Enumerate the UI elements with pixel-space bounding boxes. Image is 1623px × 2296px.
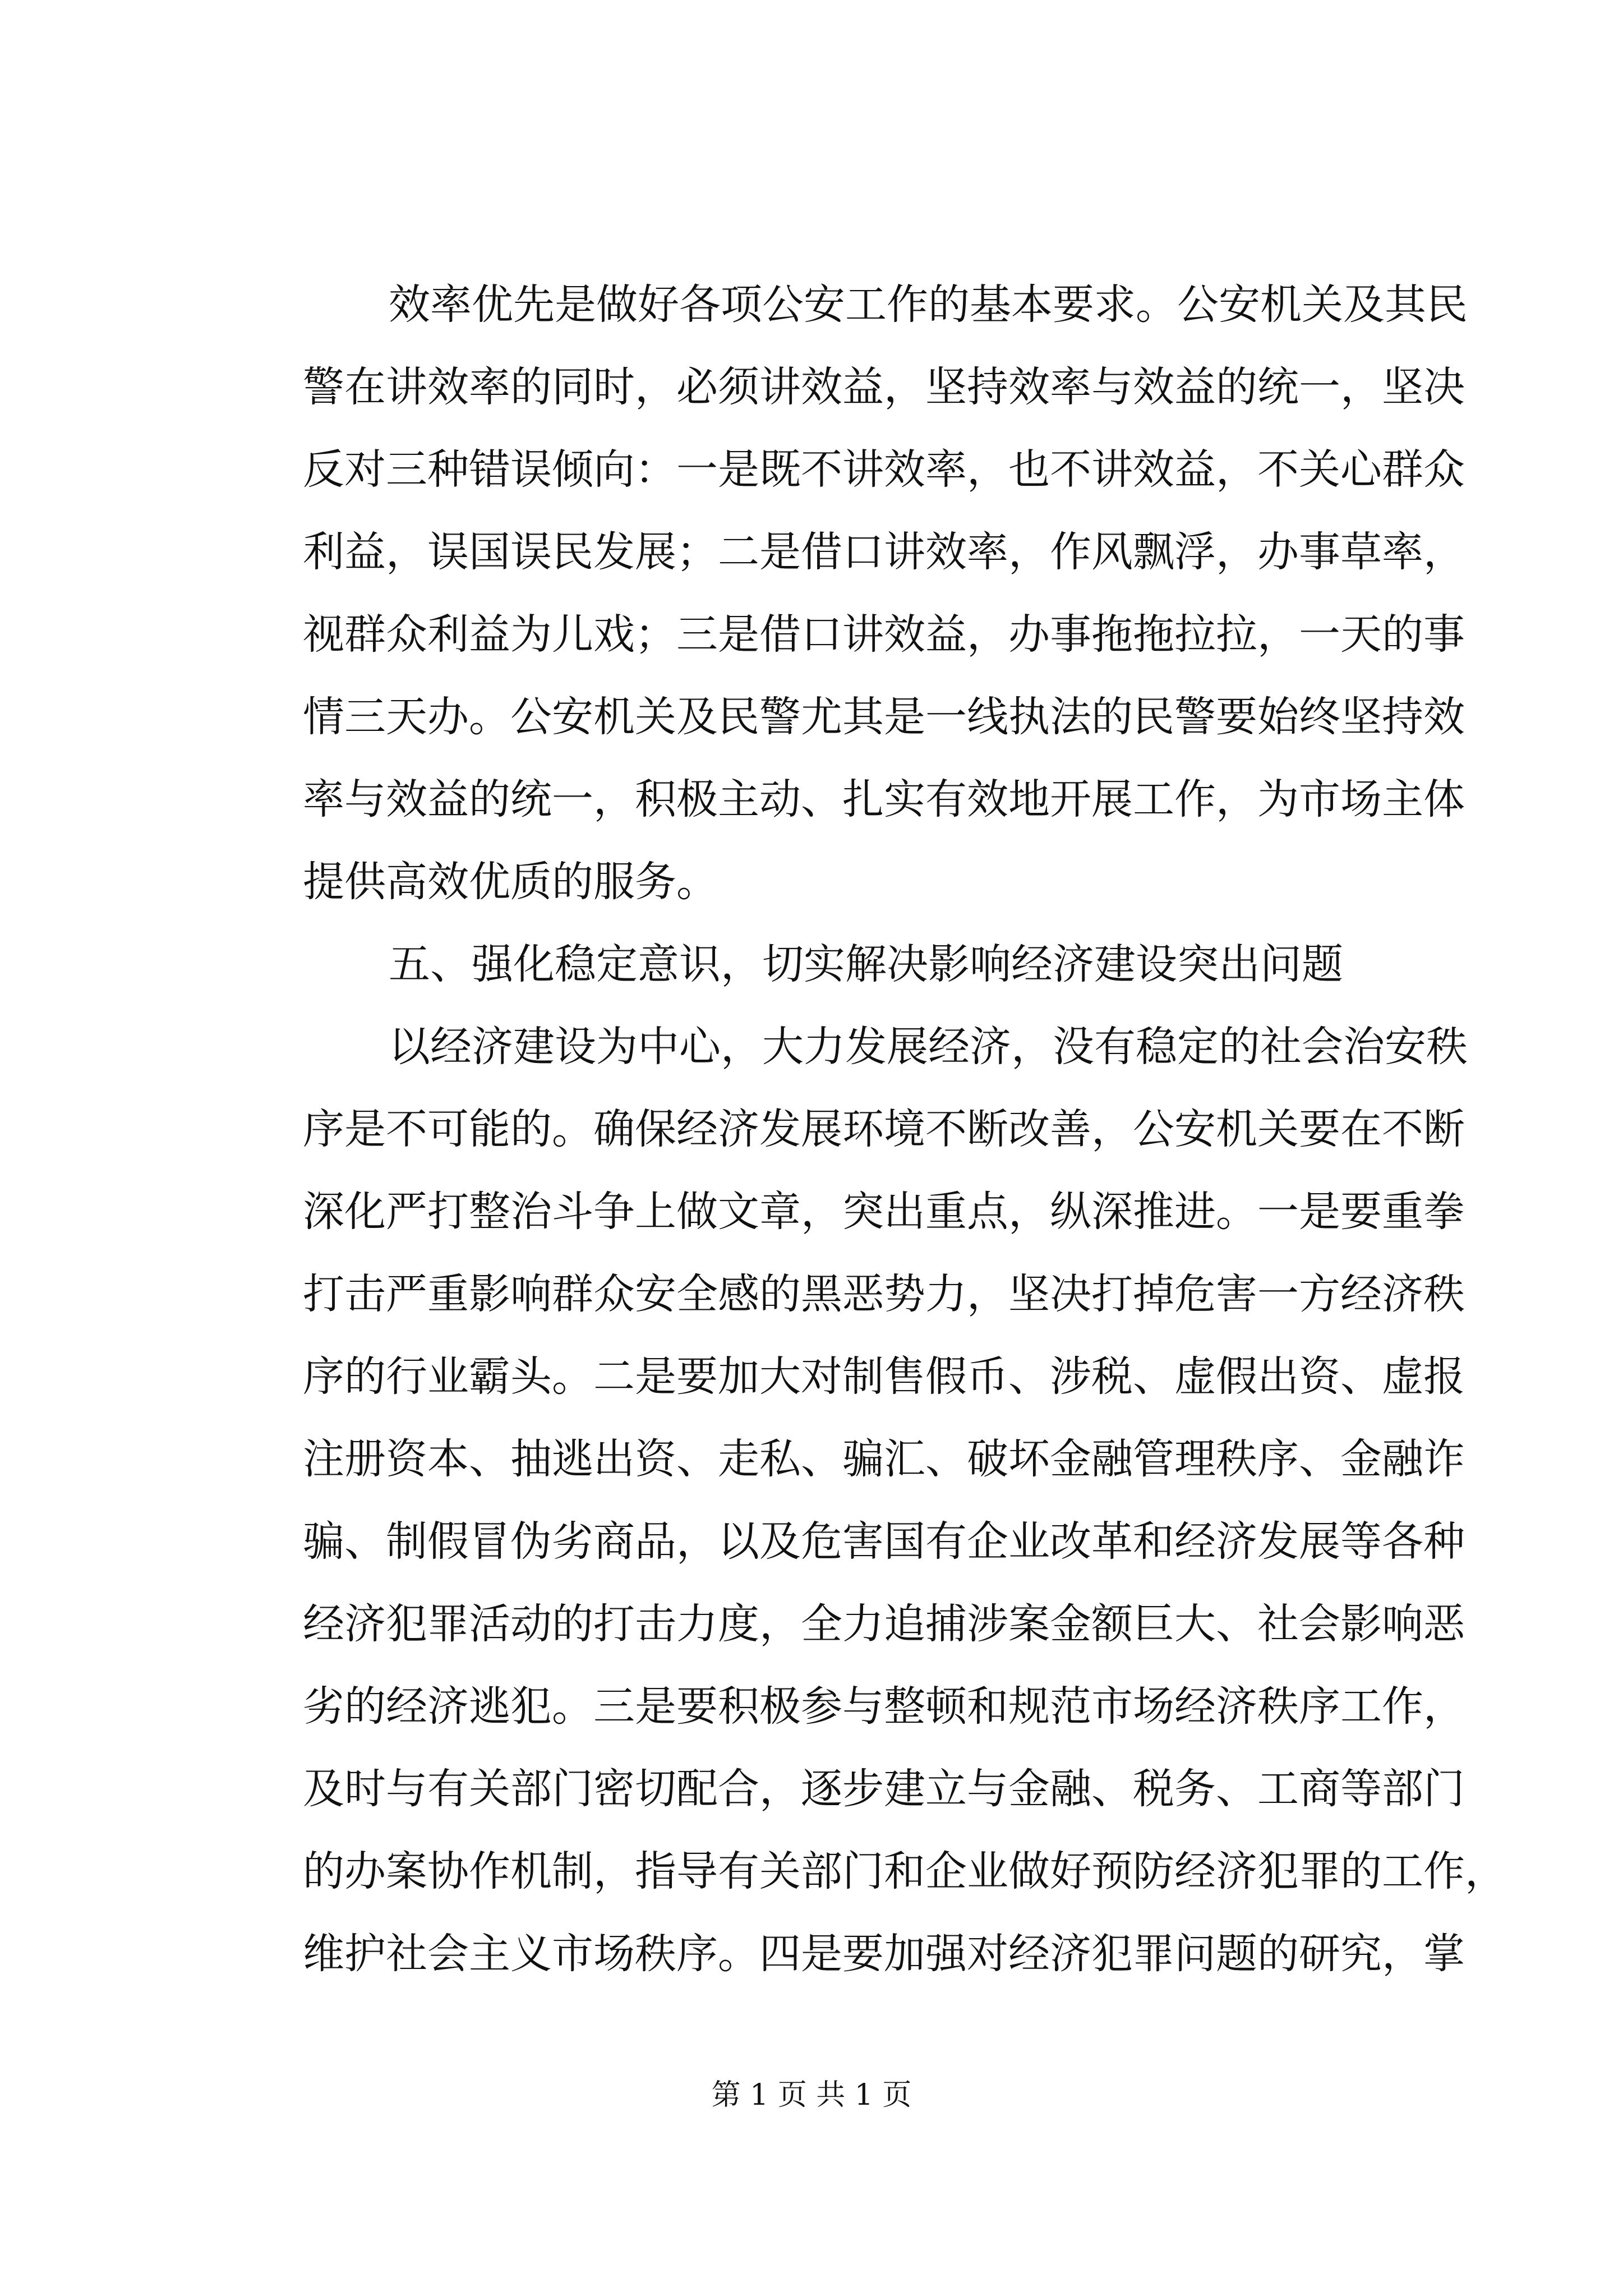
paragraph-1-line-8: 提供高效优质的服务。 bbox=[303, 858, 718, 906]
paragraph-3-line-6: 注册资本、抽逃出资、走私、骗汇、破坏金融管理秩序、金融诈 bbox=[303, 1435, 1465, 1483]
paragraph-3-line-8: 经济犯罪活动的打击力度，全力追捕涉案金额巨大、社会影响恶 bbox=[303, 1600, 1465, 1648]
paragraph-3-line-9: 劣的经济逃犯。三是要积极参与整顿和规范市场经济秩序工作， bbox=[303, 1682, 1465, 1731]
paragraph-3-line-4: 打击严重影响群众安全感的黑恶势力，坚决打掉危害一方经济秩 bbox=[303, 1270, 1465, 1318]
paragraph-1-line-1: 效率优先是做好各项公安工作的基本要求。公安机关及其民 bbox=[389, 280, 1468, 329]
paragraph-3-line-11: 的办案协作机制，指导有关部门和企业做好预防经济犯罪的工作， bbox=[303, 1847, 1506, 1895]
paragraph-1-line-5: 视群众利益为儿戏；三是借口讲效益，办事拖拖拉拉，一天的事 bbox=[303, 610, 1465, 659]
paragraph-1-line-7: 率与效益的统一，积极主动、扎实有效地开展工作，为市场主体 bbox=[303, 775, 1465, 823]
paragraph-3-line-1: 以经济建设为中心，大力发展经济，没有稳定的社会治安秩 bbox=[389, 1023, 1468, 1071]
paragraph-3-line-5: 序的行业霸头。二是要加大对制售假币、涉税、虚假出资、虚报 bbox=[303, 1352, 1465, 1401]
page-number-footer: 第 1 页 共 1 页 bbox=[711, 2078, 912, 2112]
paragraph-3-line-7: 骗、制假冒伪劣商品，以及危害国有企业改革和经济发展等各种 bbox=[303, 1517, 1465, 1566]
paragraph-1-line-6: 情三天办。公安机关及民警尤其是一线执法的民警要始终坚持效 bbox=[303, 693, 1465, 741]
paragraph-3-line-3: 深化严打整治斗争上做文章，突出重点，纵深推进。一是要重拳 bbox=[303, 1188, 1465, 1236]
document-body bbox=[303, 264, 1506, 1995]
paragraph-3-line-10: 及时与有关部门密切配合，逐步建立与金融、税务、工商等部门 bbox=[303, 1765, 1465, 1813]
paragraph-1-line-3: 反对三种错误倾向：一是既不讲效率，也不讲效益，不关心群众 bbox=[303, 445, 1465, 494]
paragraph-3-line-2: 序是不可能的。确保经济发展环境不断改善，公安机关要在不断 bbox=[303, 1105, 1465, 1153]
section-heading: 五、强化稳定意识，切实解决影响经济建设突出问题 bbox=[389, 940, 1343, 988]
paragraph-1-line-2: 警在讲效率的同时，必须讲效益，坚持效率与效益的统一，坚决 bbox=[303, 363, 1465, 411]
paragraph-3-line-12: 维护社会主义市场秩序。四是要加强对经济犯罪问题的研究，掌 bbox=[303, 1930, 1465, 1978]
paragraph-1-line-4: 利益，误国误民发展；二是借口讲效率，作风飘浮，办事草率， bbox=[303, 528, 1465, 576]
